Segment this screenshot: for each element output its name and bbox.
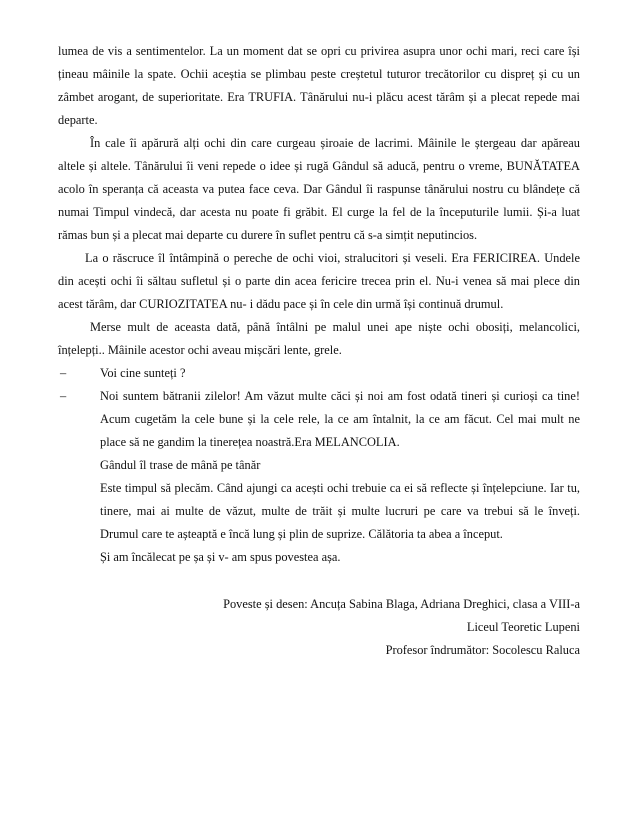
text-line: departe.: [58, 113, 98, 127]
dialog-line-question: [58, 362, 580, 385]
text-line: Noi suntem bătranii zilelor! Am văzut multe căci și noi am fost odată tineri și curioși ca tine!: [100, 389, 580, 403]
text-line: place să ne gandim la tinerețea noastră.Era MELANCOLIA.: [100, 435, 400, 449]
credits-block: [58, 593, 580, 662]
text-line: Este timpul să plecăm. Când ajungi ca acești ochi trebuie ca ei să reflecte și înțelepciune. Iar tu,: [100, 481, 580, 495]
paragraph-melancolia: [58, 316, 580, 362]
document-page: [58, 40, 580, 662]
text-line: Drumul care te așteaptă e încă lung și plin de suprize. Călătoria ta abea a început.: [100, 527, 503, 541]
text-line: din acești ochi îi săltau sufletul și o parte din acea fericire trecea prin el. Nu-i venea să mai plece din: [58, 274, 580, 288]
text-line: tinere, mai ai multe de văzut, multe de trăit și multe lucruri pe care va trebui să le înveți.: [100, 504, 580, 518]
text-line: altele și altele. Tânărului îi veni repede o idee și rugă Gândul să aducă, pentru o vreme, BUNĂTATEA: [58, 159, 580, 173]
text-line: numai Timpul vindecă, dar acesta nu poate fi grăbit. El curge la fel de la începuturile lumii. Și-a luat: [58, 205, 580, 219]
credits-teacher: Profesor îndrumător: Socolescu Raluca: [385, 643, 580, 657]
text-line: rămas bun și a plecat mai departe cu durere în suflet pentru că s-a simțit neputincios.: [58, 228, 478, 242]
text-line: Acum cugetăm la cele bune și la cele rele, la ce am întalnit, la ce am făcut. Cel mai mult ne: [100, 412, 580, 426]
dialog-text: Voi cine sunteți ?: [100, 366, 186, 380]
text-line: lumea de vis a sentimentelor. La un moment dat se opri cu privirea asupra unor ochi mari, reci care își: [58, 44, 580, 58]
text-line: țineau mâinile la spate. Ochii aceștia se plimbau peste creștetul tuturor trecătorilor cu dispreț și cu un: [58, 67, 580, 81]
story-ending: Și am încălecat pe șa și v- am spus povestea așa.: [100, 550, 341, 564]
dialog-dash: –: [60, 389, 67, 403]
paragraph-lacrimi: [58, 132, 580, 247]
dialog-line-answer: [58, 385, 580, 454]
narration-line: Gândul îl trase de mână pe tânăr: [100, 458, 261, 472]
credits-authors: Poveste și desen: Ancuța Sabina Blaga, Adriana Dreghici, clasa a VIII-a: [223, 597, 580, 611]
paragraph-trufia: [58, 40, 580, 132]
credits-school: Liceul Teoretic Lupeni: [466, 620, 580, 634]
dialog-dash: –: [60, 366, 67, 380]
text-line: acolo în speranța că aceasta va putea face ceva. Dar Gândul îi raspunse tânărului nostru cu blândețe că: [58, 182, 580, 196]
text-line: zâmbet arogant, de superioritate. Era TRUFIA. Tânărului nu-i plăcu acest tărâm și a plecat repede mai: [58, 90, 580, 104]
paragraph-fericirea: [58, 247, 580, 316]
text-line: Merse mult de aceasta dată, până întâlni pe malul unei ape niște ochi obosiți, melancolici,: [90, 320, 580, 334]
text-line: înțelepți.. Mâinile acestor ochi aveau mișcări lente, grele.: [58, 343, 342, 357]
text-line: La o răscruce îl întâmpină o pereche de ochi vioi, stralucitori și veseli. Era FERICIREA. Undele: [85, 251, 580, 265]
text-line: În cale îi apărură alți ochi din care curgeau șiroaie de lacrimi. Mâinile le ștergeau dar apăreau: [90, 136, 580, 150]
dialog-closing: [58, 477, 580, 546]
text-line: acest tărâm, dar CURIOZITATEA nu- i dădu pace și în cele din urmă își continuă drumul.: [58, 297, 504, 311]
